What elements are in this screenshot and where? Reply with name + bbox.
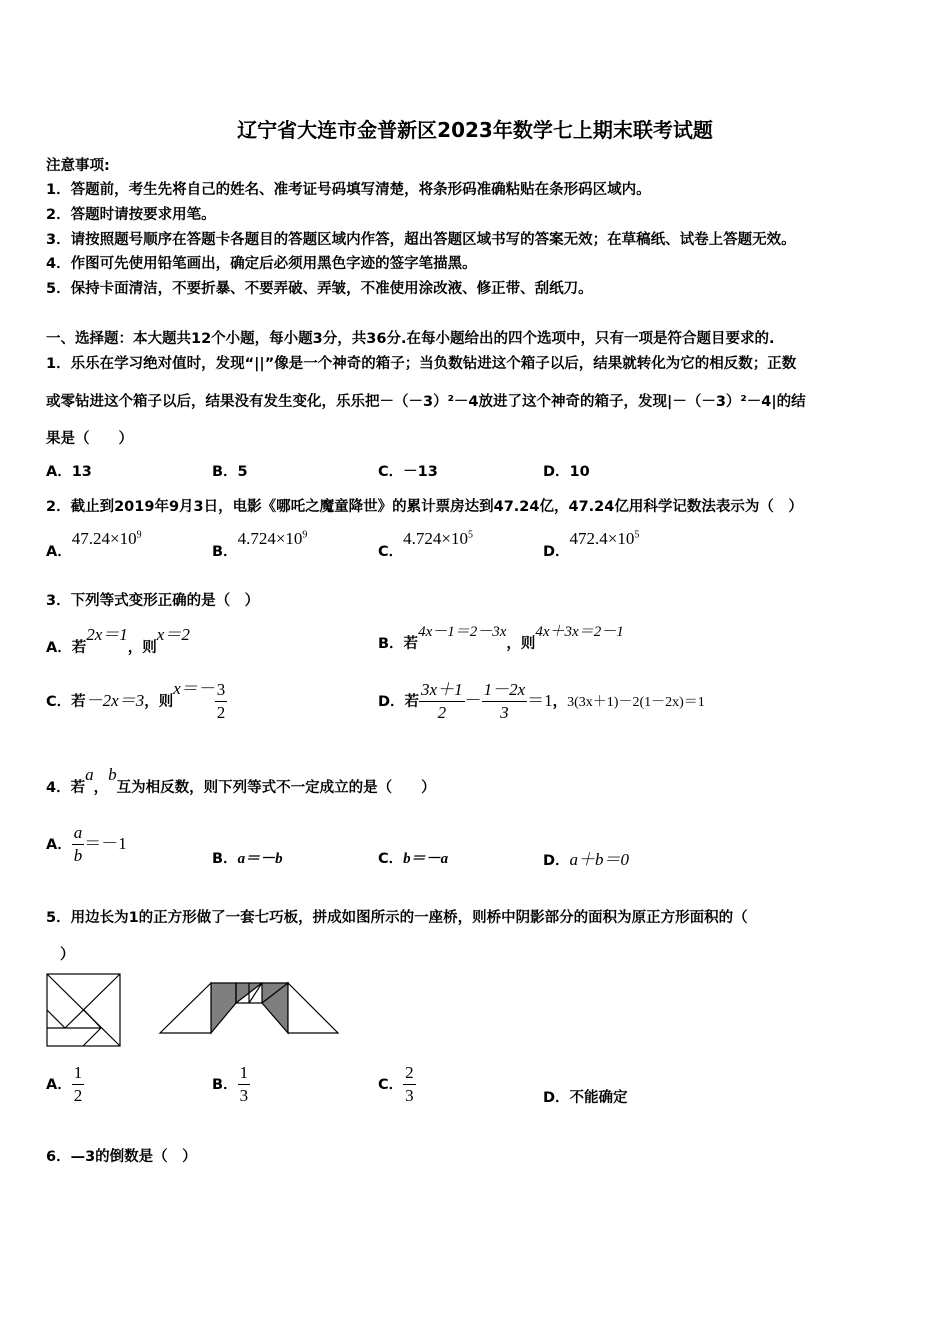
q2-option-d-exponent: 5: [634, 529, 640, 541]
q3-a-eq1: 2x＝1: [86, 625, 128, 644]
q2-option-c-mantissa: 4.724: [403, 529, 442, 548]
q3-d-den1: 2: [437, 703, 447, 722]
q5-option-d: D．不能确定: [543, 1090, 628, 1106]
tangram-square-figure: [46, 973, 122, 1047]
q5-a-fraction: [72, 1062, 85, 1107]
q4-c-label: C．: [378, 851, 404, 867]
q5-line-1: 5．用边长为1的正方形做了一套七巧板，拼成如图所示的一座桥，则桥中阴影部分的面积为原正方形面积的（: [46, 910, 748, 926]
q3-option-b: [378, 620, 624, 652]
q2-option-c-exponent: 5: [468, 529, 473, 541]
q5-a-num: 1: [73, 1063, 83, 1082]
q4-a-fraction: [72, 822, 85, 867]
q3-d-fraction-1: [419, 679, 465, 724]
tangram-bridge-figure: [158, 981, 340, 1035]
q3-b-label: B．若: [378, 636, 419, 652]
bridge-shaded-left: [211, 983, 236, 1033]
q3-c-fraction: [215, 679, 228, 724]
q3-c-den: 2: [216, 703, 226, 722]
q5-line-2: ）: [60, 947, 75, 963]
q3-option-d: [378, 679, 705, 724]
q1-option-b: B．5: [212, 464, 248, 480]
q2-option-d: [543, 528, 640, 560]
q2-option-a: [46, 528, 142, 560]
q3-c-lhs: x＝－: [173, 679, 215, 698]
q5-b-fraction: [238, 1062, 251, 1107]
q5-option-c: [378, 1062, 416, 1107]
q3-c-eq1: －2x＝3: [85, 691, 145, 710]
q1-line-3: 果是（ ）: [46, 431, 133, 447]
q3-d-rhs: ＝1: [527, 691, 553, 710]
q5-c-fraction: [403, 1062, 416, 1107]
q3-d-num2: 1－2x: [482, 679, 528, 702]
q4-stem: [46, 764, 436, 796]
q4-b-label: B．: [212, 851, 238, 867]
q2-option-b-label: B．: [212, 544, 238, 560]
q4-c-eq: b＝－a: [403, 851, 449, 867]
section-heading: 一、选择题：本大题共12个小题，每小题3分，共36分.在每小题给出的四个选项中，只有一项是符合题目要求的.: [46, 331, 775, 347]
bridge-left-triangle: [160, 983, 211, 1033]
q2-option-d-times: ×10: [607, 529, 635, 548]
q5-b-num: 1: [239, 1063, 249, 1082]
q5-option-b: [212, 1062, 250, 1107]
q3-c-label: C．若: [46, 694, 86, 710]
q5-c-den: 3: [405, 1086, 414, 1105]
q3-b-eq2: 4x＋3x＝2－1: [535, 624, 624, 640]
q4-a-label: A．: [46, 837, 72, 853]
q4-a-num: a: [72, 822, 85, 845]
q3-a-then: ，则: [127, 640, 157, 656]
q3-c-num: 3: [215, 679, 228, 702]
q2-option-b: [212, 528, 308, 560]
q2-option-d-label: D．: [543, 544, 570, 560]
q3-d-fraction-2: [482, 679, 528, 724]
q2-option-c-label: C．: [378, 544, 404, 560]
q4-suffix: 互为相反数，则下列等式不一定成立的是（ ）: [116, 780, 436, 796]
q3-b-then: ，则: [506, 636, 536, 652]
q3-d-eq2: 3(3x＋1)－2(1－2x)＝1: [567, 695, 705, 710]
q2-option-c: [378, 528, 473, 560]
q4-var-b: b: [108, 765, 117, 784]
q5-c-label: C．: [378, 1077, 404, 1093]
bridge-right-triangle: [288, 983, 338, 1033]
q2-option-d-mantissa: 472.4: [569, 529, 608, 548]
q2-stem: 2．截止到2019年9月3日，电影《哪吒之魔童降世》的累计票房达到47.24亿，47.24亿用科学记数法表示为（ ）: [46, 499, 803, 515]
q5-a-den: 2: [73, 1086, 83, 1105]
q4-d-eq: a＋b＝0: [569, 850, 630, 869]
q5-b-den: 3: [239, 1086, 249, 1105]
q1-line-2: 或零钻进这个箱子以后，结果没有发生变化，乐乐把－（－3）²－4放进了这个神奇的箱子，发现|－（－3）²－4|的结: [46, 394, 806, 410]
q1-option-d: D．10: [543, 464, 590, 480]
q2-option-b-exponent: 9: [302, 529, 308, 541]
q3-d-comma: ，: [552, 694, 568, 710]
q3-d-num1: 3x＋1: [419, 679, 465, 702]
q2-option-c-times: ×10: [441, 529, 468, 548]
q4-d-label: D．: [543, 853, 570, 869]
q5-a-label: A．: [46, 1077, 72, 1093]
q5-c-num: 2: [405, 1063, 414, 1082]
q6-stem: 6．—3的倒数是（ ）: [46, 1149, 197, 1165]
q4-option-c: [378, 847, 448, 868]
q3-d-den2: 3: [500, 703, 509, 722]
q4-prefix: 4．若: [46, 780, 86, 796]
q4-b-eq: a＝－b: [237, 851, 283, 867]
q3-d-label: D．若: [378, 694, 420, 710]
notice-heading: 注意事项:: [46, 158, 110, 174]
q3-c-then: ，则: [144, 694, 174, 710]
q3-a-eq2: x＝2: [156, 625, 190, 644]
q3-option-a: [46, 620, 190, 656]
notice-item-3: 3．请按照题号顺序在答题卡各题目的答题区域内作答，超出答题区域书写的答案无效；在草稿纸、试卷上答题无效。: [46, 232, 796, 248]
q2-option-b-mantissa: 4.724: [237, 529, 276, 548]
q2-option-a-times: ×10: [109, 529, 137, 548]
q1-line-1: 1．乐乐在学习绝对值时，发现“||”像是一个神奇的箱子；当负数钻进这个箱子以后，结果就转化为它的相反数；正数: [46, 356, 797, 372]
notice-item-4: 4．作图可先使用铅笔画出，确定后必须用黑色字迹的签字笔描黑。: [46, 256, 477, 272]
q3-b-eq1: 4x－1＝2－3x: [418, 624, 507, 640]
q5-b-label: B．: [212, 1077, 238, 1093]
q2-option-a-label: A．: [46, 544, 72, 560]
q2-option-a-exponent: 9: [136, 529, 142, 541]
notice-item-1: 1．答题前，考生先将自己的姓名、准考证号码填写清楚，将条形码准确粘贴在条形码区域内。: [46, 182, 651, 198]
q4-option-a: [46, 822, 127, 867]
q5-option-a: [46, 1062, 84, 1107]
q4-a-den: b: [73, 846, 83, 865]
q3-d-minus: －: [464, 691, 482, 710]
notice-item-5: 5．保持卡面清洁，不要折暴、不要弄破、弄皱，不准使用涂改液、修正带、刮纸刀。: [46, 281, 593, 297]
q4-comma: ，: [93, 780, 109, 796]
page-title: 辽宁省大连市金普新区2023年数学七上期末联考试题: [237, 118, 713, 142]
q4-a-rhs: ＝－1: [84, 834, 127, 853]
q2-option-b-times: ×10: [275, 529, 303, 548]
q2-option-a-mantissa: 47.24: [71, 529, 110, 548]
q3-stem: 3．下列等式变形正确的是（ ）: [46, 593, 260, 609]
notice-item-2: 2．答题时请按要求用笔。: [46, 207, 216, 223]
q3-option-c: [46, 679, 227, 724]
q1-option-c: C．－13: [378, 464, 438, 480]
q4-option-b: [212, 847, 283, 868]
q3-a-label: A．若: [46, 640, 87, 656]
q4-option-d: [543, 845, 629, 870]
q4-var-a: a: [85, 765, 94, 784]
q1-option-a: A．13: [46, 464, 92, 480]
